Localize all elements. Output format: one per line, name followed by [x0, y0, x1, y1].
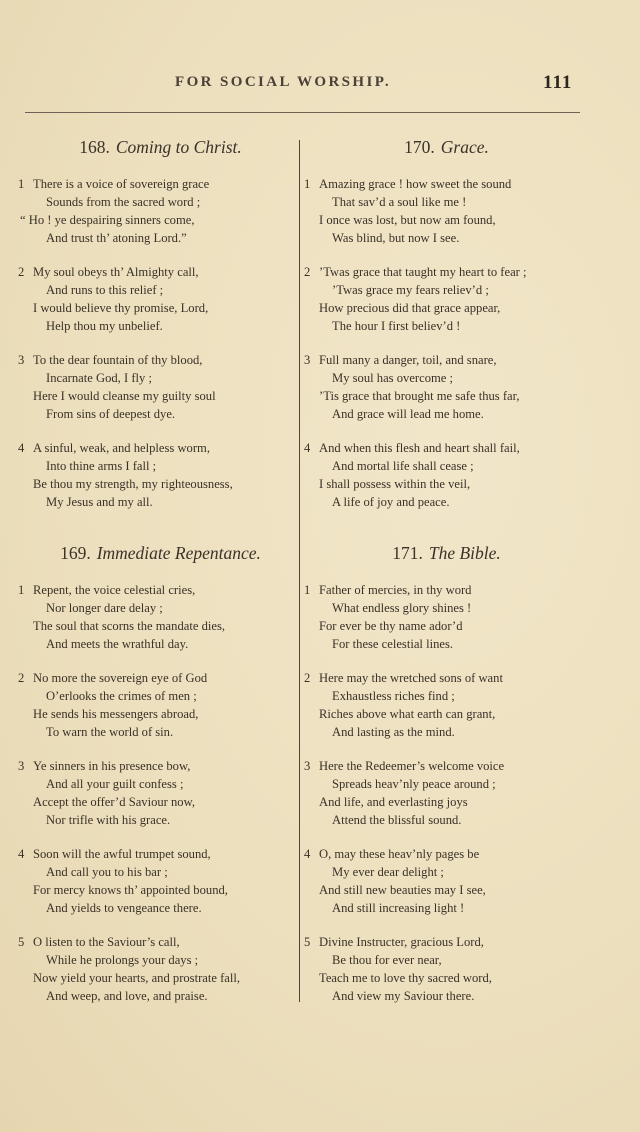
verse-line: And view my Saviour there.: [332, 989, 475, 1003]
verse: [304, 933, 589, 1005]
verse-line: Now yield your hearts, and prostrate fall,: [33, 971, 241, 985]
hymn-title-text: Immediate Repentance.: [96, 543, 261, 563]
verse-number: 3: [18, 759, 25, 773]
verse-number: 4: [18, 441, 25, 455]
hymn-number: 171.: [392, 543, 423, 563]
verse-line: Be thou for ever near,: [332, 953, 442, 967]
verse-line: For ever be thy name ador’d: [319, 619, 463, 633]
hymn-title: [304, 137, 589, 159]
hymn-title-text: Grace.: [440, 137, 489, 157]
verse-line: Teach me to love thy sacred word,: [319, 971, 492, 985]
hymn-title-text: Coming to Christ.: [115, 137, 242, 157]
verse-line: Spreads heav’nly peace around ;: [332, 777, 496, 791]
verse-line: ’Twas grace that taught my heart to fear ;: [319, 265, 527, 279]
verse-line: That sav’d a soul like me !: [332, 195, 467, 209]
hymn-169: [18, 543, 303, 1021]
verse-line: There is a voice of sovereign grace: [33, 177, 210, 191]
verse-line: What endless glory shines !: [332, 601, 472, 615]
verse-number: 3: [304, 759, 311, 773]
verse: [304, 845, 589, 917]
hymn-title: [18, 137, 303, 159]
verse-line: No more the sovereign eye of God: [33, 671, 208, 685]
hymn-number: 170.: [404, 137, 435, 157]
verse-line: Nor trifle with his grace.: [46, 813, 171, 827]
verse: [18, 351, 303, 423]
verse-line: And still new beauties may I see,: [319, 883, 486, 897]
verse-line: And lasting as the mind.: [332, 725, 455, 739]
verse-number: 5: [304, 935, 311, 949]
header-rule: [25, 112, 580, 113]
hymn-171: [304, 543, 589, 1021]
verse-line: Help thou my unbelief.: [46, 319, 163, 333]
verse-line: And life, and everlasting joys: [319, 795, 468, 809]
verse: [304, 351, 589, 423]
verse: [18, 263, 303, 335]
verse-line: Amazing grace ! how sweet the sound: [319, 177, 512, 191]
verse-line: “ Ho ! ye despairing sinners come,: [20, 213, 195, 227]
hymn-number: 169.: [60, 543, 91, 563]
verse-number: 4: [18, 847, 25, 861]
verse-number: 2: [18, 265, 25, 279]
verse-number: 1: [304, 177, 311, 191]
verse-line: To warn the world of sin.: [46, 725, 174, 739]
verse-line: A life of joy and peace.: [332, 495, 450, 509]
verse-number: 3: [18, 353, 25, 367]
verse-number: 4: [304, 847, 311, 861]
verse-line: And still increasing light !: [332, 901, 465, 915]
verse-line: Incarnate God, I fly ;: [46, 371, 152, 385]
verse-line: A sinful, weak, and helpless worm,: [33, 441, 210, 455]
page-number: 111: [543, 72, 573, 93]
verse-line: Was blind, but now I see.: [332, 231, 460, 245]
verse: [18, 581, 303, 653]
verse-line: And when this flesh and heart shall fail,: [319, 441, 520, 455]
verse-line: He sends his messengers abroad,: [33, 707, 199, 721]
verse-line: Into thine arms I fall ;: [46, 459, 157, 473]
verse-line: Be thou my strength, my righteousness,: [33, 477, 233, 491]
verse-line: Here the Redeemer’s welcome voice: [319, 759, 505, 773]
verse-line: Attend the blissful sound.: [332, 813, 462, 827]
hymn-170: [304, 137, 589, 527]
verse: [18, 669, 303, 741]
verse-line: Riches above what earth can grant,: [319, 707, 496, 721]
verse-line: Full many a danger, toil, and snare,: [319, 353, 497, 367]
verse: [304, 669, 589, 741]
verse-line: Ye sinners in his presence bow,: [33, 759, 191, 773]
verse: [18, 845, 303, 917]
hymn-168: [18, 137, 303, 527]
verse-line: While he prolongs your days ;: [46, 953, 199, 967]
verse-number: 2: [304, 265, 311, 279]
verse: [304, 175, 589, 247]
verse-line: Accept the offer’d Saviour now,: [33, 795, 196, 809]
verse-line: I once was lost, but now am found,: [319, 213, 496, 227]
verse-line: And trust th’ atoning Lord.”: [46, 231, 187, 245]
verse-line: Sounds from the sacred word ;: [46, 195, 201, 209]
verse-line: My ever dear delight ;: [332, 865, 444, 879]
verse-line: And call you to his bar ;: [46, 865, 168, 879]
verse-line: ’Tis grace that brought me safe thus far,: [319, 389, 520, 403]
verse-line: And grace will lead me home.: [332, 407, 484, 421]
running-head: FOR SOCIAL WORSHIP.: [175, 74, 392, 90]
verse-number: 5: [18, 935, 25, 949]
verse: [18, 439, 303, 511]
verse-line: How precious did that grace appear,: [319, 301, 501, 315]
verse-number: 3: [304, 353, 311, 367]
verse-line: Here I would cleanse my guilty soul: [33, 389, 216, 403]
hymn-number: 168.: [79, 137, 110, 157]
verse: [18, 175, 303, 247]
verse: [18, 933, 303, 1005]
hymn-title: [304, 543, 589, 565]
verse: [304, 757, 589, 829]
verse-line: I shall possess within the veil,: [319, 477, 471, 491]
verse-line: To the dear fountain of thy blood,: [33, 353, 203, 367]
verse-line: Nor longer dare delay ;: [46, 601, 163, 615]
verse-line: The soul that scorns the mandate dies,: [33, 619, 226, 633]
verse-line: And meets the wrathful day.: [46, 637, 189, 651]
verse-line: My soul has overcome ;: [332, 371, 454, 385]
verse-line: For these celestial lines.: [332, 637, 454, 651]
verse-line: And all your guilt confess ;: [46, 777, 184, 791]
verse-line: From sins of deepest dye.: [46, 407, 176, 421]
verse-line: Repent, the voice celestial cries,: [33, 583, 196, 597]
verse-line: Father of mercies, in thy word: [319, 583, 472, 597]
verse-number: 1: [18, 177, 25, 191]
verse-line: And yields to vengeance there.: [46, 901, 202, 915]
verse-line: O listen to the Saviour’s call,: [33, 935, 180, 949]
hymn-title-text: The Bible.: [428, 543, 501, 563]
hymn-title: [18, 543, 303, 565]
verse-line: I would believe thy promise, Lord,: [33, 301, 209, 315]
verse-line: And weep, and love, and praise.: [46, 989, 208, 1003]
verse-line: O, may these heav’nly pages be: [319, 847, 480, 861]
verse-number: 1: [18, 583, 25, 597]
verse-number: 4: [304, 441, 311, 455]
verse-line: And runs to this relief ;: [46, 283, 164, 297]
verse-line: My soul obeys th’ Almighty call,: [33, 265, 199, 279]
verse-number: 1: [304, 583, 311, 597]
verse-line: And mortal life shall cease ;: [332, 459, 474, 473]
verse-line: The hour I first believ’d !: [332, 319, 461, 333]
verse: [304, 439, 589, 511]
verse-line: Here may the wretched sons of want: [319, 671, 503, 685]
verse-number: 2: [304, 671, 311, 685]
verse: [18, 757, 303, 829]
verse-line: For mercy knows th’ appointed bound,: [33, 883, 228, 897]
verse-line: ’Twas grace my fears reliev’d ;: [332, 283, 489, 297]
verse: [304, 581, 589, 653]
verse-line: My Jesus and my all.: [46, 495, 153, 509]
verse-line: Exhaustless riches find ;: [332, 689, 455, 703]
verse-line: Divine Instructer, gracious Lord,: [319, 935, 484, 949]
verse-line: Soon will the awful trumpet sound,: [33, 847, 211, 861]
verse-line: O’erlooks the crimes of men ;: [46, 689, 197, 703]
verse: [304, 263, 589, 335]
verse-number: 2: [18, 671, 25, 685]
